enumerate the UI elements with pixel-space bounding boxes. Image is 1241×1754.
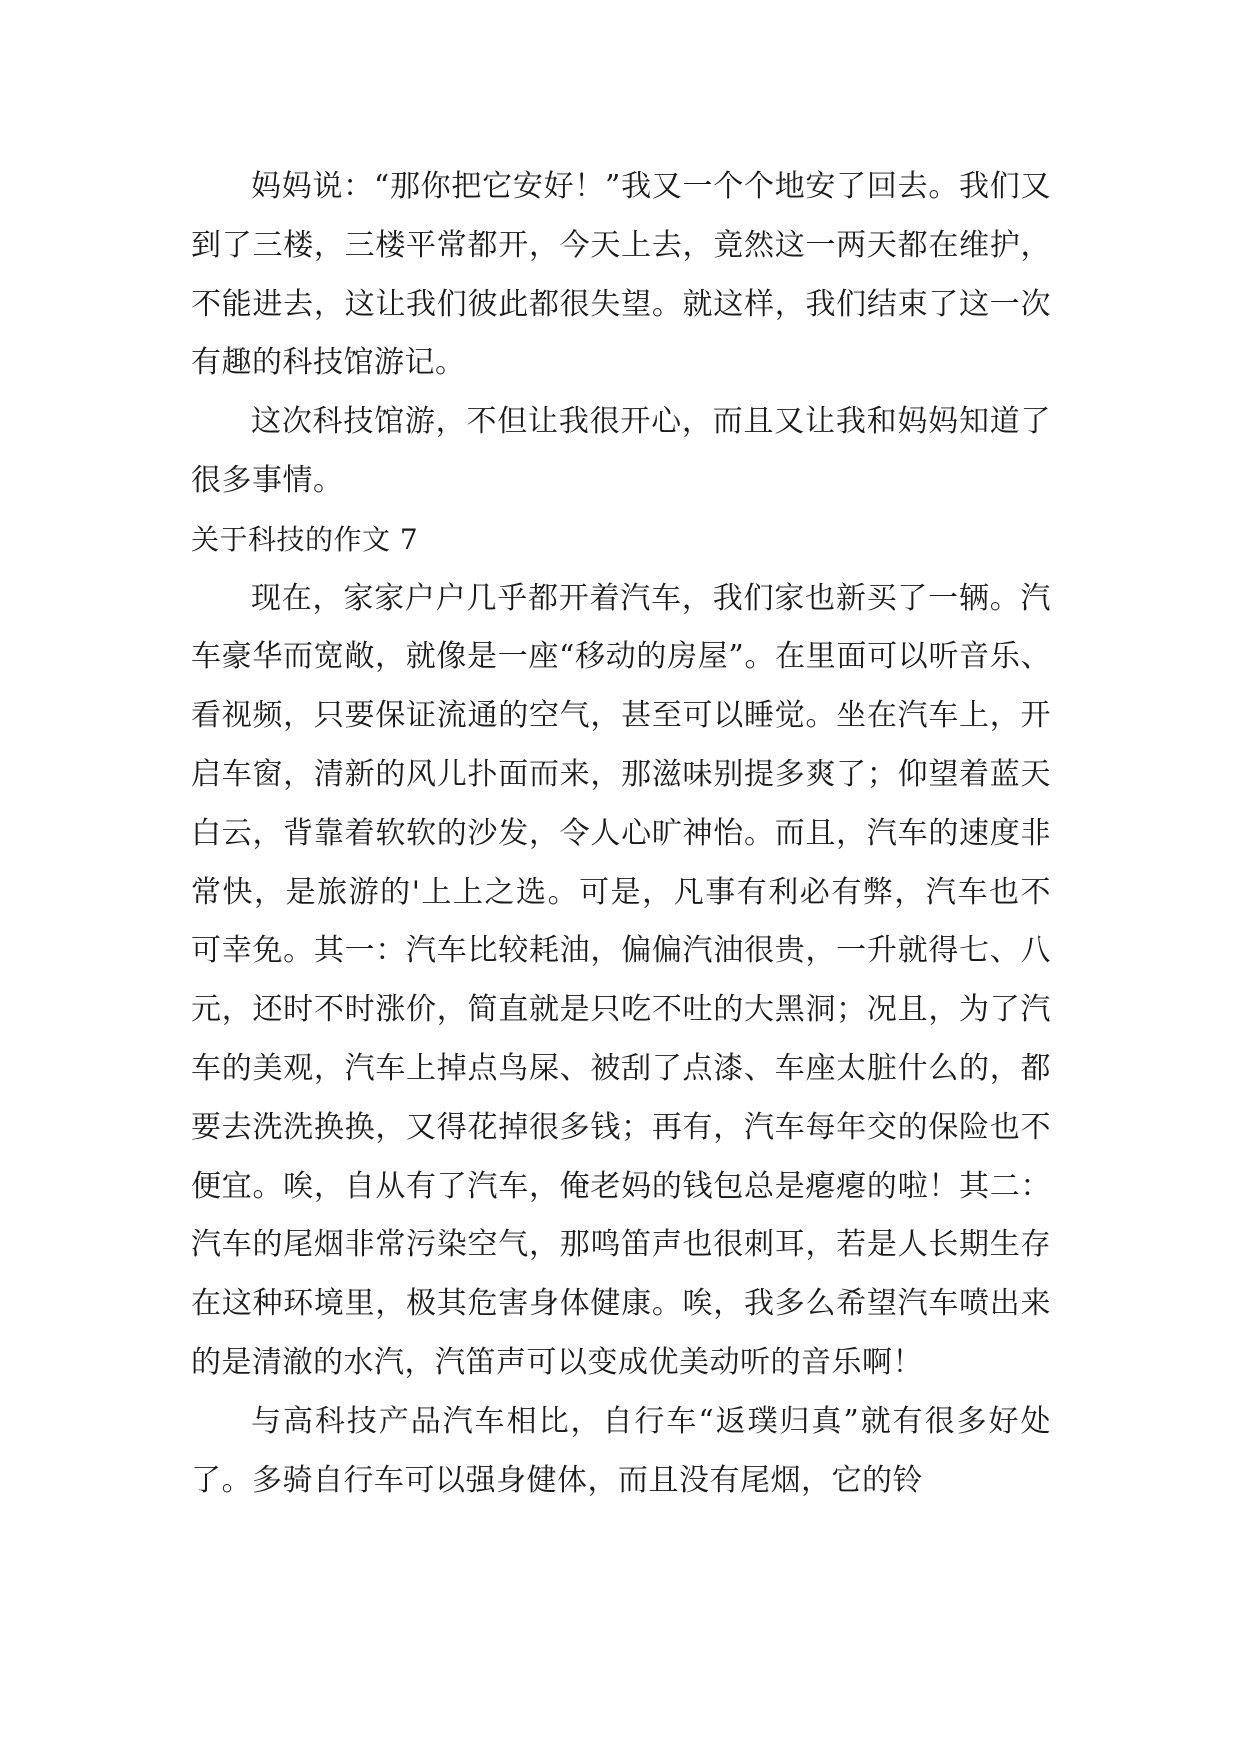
section-heading: 关于科技的作文 7	[191, 522, 419, 556]
paragraph: 妈妈说：“那你把它安好！”我又一个个地安了回去。我们又到了三楼，三楼平常都开，今天上去，竟然这一两天都在维护，不能进去，这让我们彼此都很失望。就这样，我们结束了这一次有趣的科技馆游记。	[191, 169, 1051, 381]
document-body	[191, 158, 1051, 1510]
paragraph: 与高科技产品汽车相比，自行车“返璞归真”就有很多好处了。多骑自行车可以强身健体，而且没有尾烟，它的铃	[191, 1403, 1051, 1498]
paragraph: 这次科技馆游，不但让我很开心，而且又让我和妈妈知道了很多事情。	[191, 404, 1051, 498]
paragraph: 现在，家家户户几乎都开着汽车，我们家也新买了一辆。汽车豪华而宽敞，就像是一座“移动的房屋”。在里面可以听音乐、看视频，只要保证流通的空气，甚至可以睡觉。坐在汽车上，开启车窗，清新的风儿扑面而来，那滋味别提多爽了；仰望着蓝天白云，背靠着软软的沙发，令人心旷神怡。而且，汽车的速度非常快，是旅游的'上上之选。可是，凡事有利必有弊，汽车也不可幸免。其一：汽车比较耗油，偏偏汽油很贵，一升就得七、八元，还时不时涨价，简直就是只吃不吐的大黑洞；况且，为了汽车的美观，汽车上掉点鸟屎、被刮了点漆、车座太脏什么的，都要去洗洗换换，又得花掉很多钱；再有，汽车每年交的保险也不便宜。唉，自从有了汽车，俺老妈的钱包总是瘪瘪的啦！其二：汽车的尾烟非常污染空气，那鸣笛声也很刺耳，若是人长期生存在这种环境里，极其危害身体健康。唉，我多么希望汽车喷出来的是清澈的水汽，汽笛声可以变成优美动听的音乐啊！	[191, 580, 1051, 1380]
